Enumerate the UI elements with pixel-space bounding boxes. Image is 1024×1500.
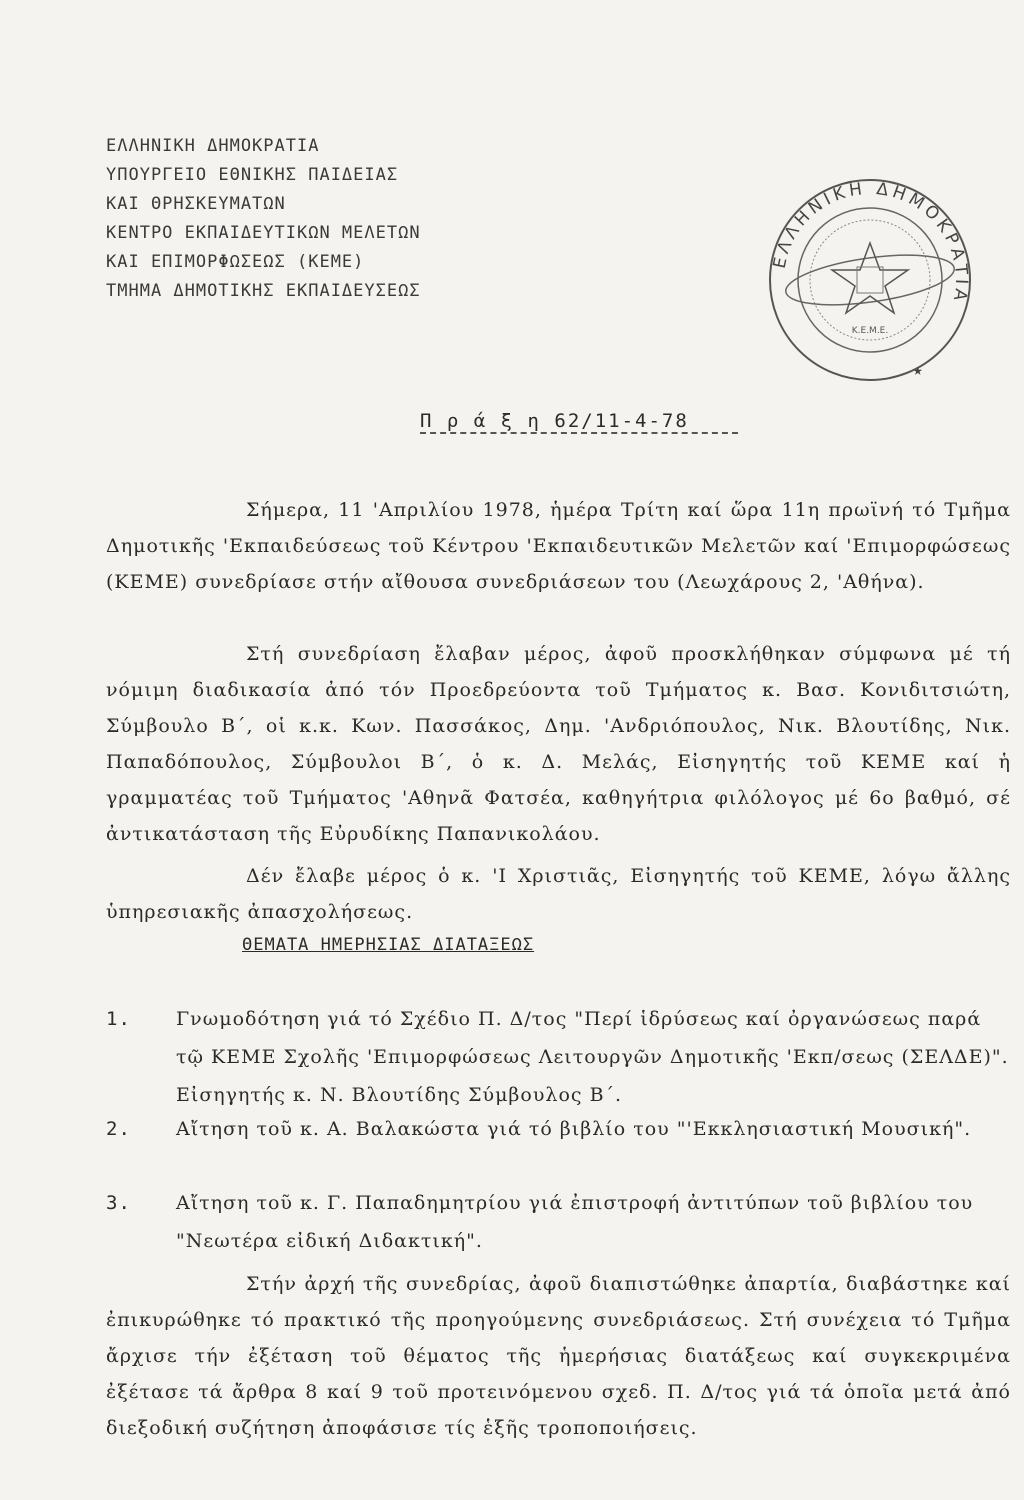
letterhead-line: ΤΜΗΜΑ ΔΗΜΟΤΙΚΗΣ ΕΚΠΑΙΔΕΥΣΕΩΣ <box>106 281 421 301</box>
official-seal-stamp <box>765 175 975 385</box>
stamp-outer-text: ΕΛΛΗΝΙΚΗ ΔΗΜΟΚΡΑΤΙΑ <box>769 178 972 307</box>
stamp-inner-text: Κ.Ε.Μ.Ε. <box>851 326 889 336</box>
paragraph-closing: Στήν ἀρχή τῆς συνεδρίας, ἀφοῦ διαπιστώθηκε ἀπαρτία, διαβάστηκε καί ἐπικυρώθηκε τό πρακτικό τῆς προηγούμενης συνεδριάσεως. Στή συνέχεια τό Τμῆμα ἄρχισε τήν ἐξέταση τοῦ θέματος τῆς ἡμερήσιας διατάξεως καί συγκεκριμένα ἐξέτασε τά ἄρθρα 8 καί 9 τοῦ προτεινόμενου σχεδ. Π. Δ/τος γιά τά ὁποῖα μετά ἀπό διεξοδική συζήτηση ἀποφάσισε τίς ἑξῆς τροποποιήσεις. <box>106 1273 1011 1439</box>
agenda-item-number: 2. <box>106 1118 131 1140</box>
agenda-item-text: Αἴτηση τοῦ κ. Α. Βαλακώστα γιά τό βιβλίο του "'Εκκλησιαστική Μουσική". <box>176 1118 972 1140</box>
letterhead-line: ΥΠΟΥΡΓΕΙΟ ΕΘΝΙΚΗΣ ΠΑΙΔΕΙΑΣ <box>106 165 399 185</box>
agenda-item <box>106 1000 1011 1114</box>
agenda-item <box>106 1184 1011 1260</box>
agenda-heading: ΘΕΜΑΤΑ ΗΜΕΡΗΣΙΑΣ ΔΙΑΤΑΞΕΩΣ <box>242 935 535 955</box>
agenda-item-number: 3. <box>106 1192 131 1214</box>
letterhead <box>106 132 421 306</box>
act-number-title: Π ρ ά ξ η 62/11-4-78 <box>420 410 689 432</box>
paragraph-absence: Δέν ἔλαβε μέρος ὁ κ. 'Ι Χριστιᾶς, Εἰσηγητής τοῦ ΚΕΜΕ, λόγω ἄλλης ὑπηρεσιακῆς ἀπασχολήσεως. <box>106 865 1011 923</box>
letterhead-line: ΚΑΙ ΘΡΗΣΚΕΥΜΑΤΩΝ <box>106 194 286 214</box>
paragraph-opening: Σήμερα, 11 'Απριλίου 1978, ἡμέρα Τρίτη καί ὥρα 11η πρωϊνή τό Τμῆμα Δημοτικῆς 'Εκπαιδεύσεως τοῦ Κέντρου 'Εκπαιδευτικῶν Μελετῶν καί 'Επιμορφώσεως (ΚΕΜΕ) συνεδρίασε στήν αἴθουσα συνεδριάσεων του (Λεωχάρους 2, 'Αθήνα). <box>106 499 1011 593</box>
letterhead-line: ΚΑΙ ΕΠΙΜΟΡΦΩΣΕΩΣ (ΚΕΜΕ) <box>106 252 365 272</box>
paragraph-attendance: Στή συνεδρίαση ἔλαβαν μέρος, ἀφοῦ προσκλήθηκαν σύμφωνα μέ τή νόμιμη διαδικασία ἀπό τόν Προεδρεύοντα τοῦ Τμήματος κ. Βασ. Κονιδιτσιώτη, Σύμβουλο Β΄, οἱ κ.κ. Κων. Πασσάκος, Δημ. 'Ανδριόπουλος, Νικ. Βλουτίδης, Νικ. Παπαδόπουλος, Σύμβουλοι Β΄, ὁ κ. Δ. Μελάς, Εἰσηγητής τοῦ ΚΕΜΕ καί ἡ γραμματέας τοῦ Τμήματος 'Αθηνᾶ Φατσέα, καθηγήτρια φιλόλογος μέ 6ο βαθμό, σέ ἀντικατάσταση τῆς Εὐρυδίκης Παπανικολάου. <box>106 643 1011 845</box>
letterhead-line: ΕΛΛΗΝΙΚΗ ΔΗΜΟΚΡΑΤΙΑ <box>106 136 320 156</box>
agenda-item-number: 1. <box>106 1008 131 1030</box>
title-underline <box>420 432 738 434</box>
letterhead-line: ΚΕΝΤΡΟ ΕΚΠΑΙΔΕΥΤΙΚΩΝ ΜΕΛΕΤΩΝ <box>106 223 421 243</box>
agenda-item-text: Γνωμοδότηση γιά τό Σχέδιο Π. Δ/τος "Περί ἱδρύσεως καί ὀργανώσεως παρά τῷ ΚΕΜΕ Σχολῆς 'Επιμορφώσεως Λειτουργῶν Δημοτικῆς 'Εκπ/σεως (ΣΕΛΔΕ)". Εἰσηγητής κ. Ν. Βλουτίδης Σύμβουλος Β΄. <box>176 1008 1009 1106</box>
agenda-item <box>106 1110 1011 1148</box>
star-icon: ★ <box>913 360 923 379</box>
agenda-item-text: Αἴτηση τοῦ κ. Γ. Παπαδημητρίου γιά ἐπιστροφή ἀντιτύπων τοῦ βιβλίου του "Νεωτέρα εἰδική Διδακτική". <box>176 1192 974 1252</box>
